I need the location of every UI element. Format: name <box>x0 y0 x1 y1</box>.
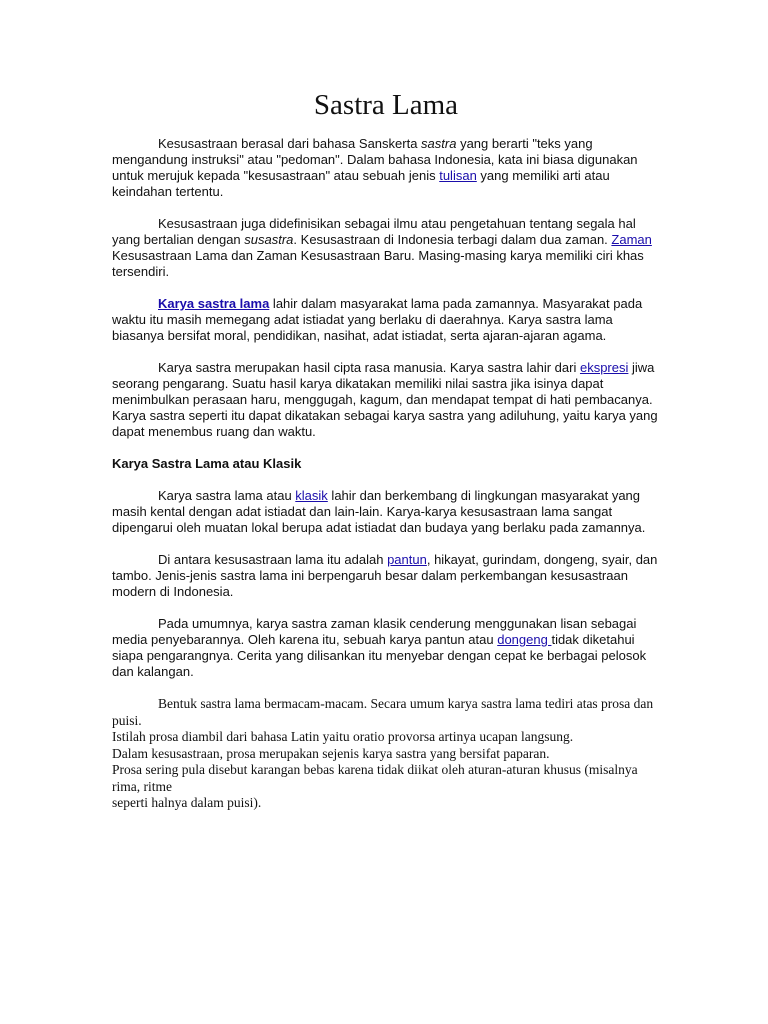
link-karya-sastra-lama[interactable]: Karya sastra lama <box>158 296 270 311</box>
paragraph-3: Karya sastra lama lahir dalam masyarakat lama pada zamannya. Masyarakat pada waktu itu masih memegang adat istiadat yang berlaku di daerahnya. Karya sastra lama biasanya bersifat moral, pendidikan, nasihat, adat istiadat, serta ajaran-ajaran agama. <box>112 296 643 343</box>
section-heading: Karya Sastra Lama atau Klasik <box>112 456 302 471</box>
paragraph-2: Kesusastraan juga didefinisikan sebagai ilmu atau pengetahuan tentang segala hal yang bertalian dengan susastra. Kesusastraan di Indonesia terbagi dalam dua zaman. Zaman Kesusastraan Lama dan Zaman Kesusastraan Baru. Masing-masing karya memiliki ciri khas tersendiri. <box>112 216 652 279</box>
paragraph-1: Kesusastraan berasal dari bahasa Sanskerta sastra yang berarti "teks yang mengandung instruksi" atau "pedoman". Dalam bahasa Indonesia, kata ini biasa digunakan untuk merujuk kepada "kesusastraan" atau sebuah jenis tulisan yang memiliki arti atau keindahan tertentu. <box>112 136 638 199</box>
link-zaman[interactable]: Zaman <box>611 232 652 247</box>
link-klasik[interactable]: klasik <box>295 488 328 503</box>
document-page <box>112 88 660 812</box>
serif-line-2: Istilah prosa diambil dari bahasa Latin yaitu oratio provorsa artinya ucapan langsung. <box>112 729 574 744</box>
paragraph-5: Karya sastra lama atau klasik lahir dan berkembang di lingkungan masyarakat yang masih kental dengan adat istiadat dan lain-lain. Karya-karya kesusastraan lama sangat dipengarui oleh muatan lokal berupa adat istiadat dan budaya yang berlaku pada zamannya. <box>112 488 646 535</box>
serif-line-1: Bentuk sastra lama bermacam-macam. Secara umum karya sastra lama tediri atas prosa dan puisi. <box>112 696 654 728</box>
link-dongeng[interactable]: dongeng <box>497 632 552 647</box>
serif-section <box>112 696 660 812</box>
serif-line-4: Prosa sering pula disebut karangan bebas karena tidak diikat oleh aturan-aturan khusus (misalnya rima, ritme <box>112 762 638 794</box>
emphasis-sastra: sastra <box>421 136 457 151</box>
paragraph-7: Pada umumnya, karya sastra zaman klasik cenderung menggunakan lisan sebagai media penyebarannya. Oleh karena itu, sebuah karya pantun atau dongeng tidak diketahui siapa pengarangnya. Cerita yang dilisankan itu menyebar dengan cepat ke berbagai pelosok dan kalangan. <box>112 616 647 679</box>
link-tulisan[interactable]: tulisan <box>439 168 477 183</box>
link-pantun[interactable]: pantun <box>387 552 427 567</box>
emphasis-susastra: susastra <box>244 232 294 247</box>
page-title: Sastra Lama <box>313 89 459 121</box>
serif-line-5: seperti halnya dalam puisi). <box>112 795 262 810</box>
paragraph-4: Karya sastra merupakan hasil cipta rasa manusia. Karya sastra lahir dari ekspresi jiwa seorang pengarang. Suatu hasil karya dikatakan memiliki nilai sastra jika isinya dapat menimbulkan perasaan haru, menggugah, kagum, dan mendapat tempat di hati pembacanya. Karya sastra seperti itu dapat dikatakan sebagai karya sastra yang adiluhung, yaitu karya yang dapat menembus ruang dan waktu. <box>112 360 658 439</box>
link-ekspresi[interactable]: ekspresi <box>579 360 629 375</box>
paragraph-6: Di antara kesusastraan lama itu adalah pantun, hikayat, gurindam, dongeng, syair, dan tambo. Jenis-jenis sastra lama ini berpengaruh besar dalam perkembangan kesusastraan modern di Indonesia. <box>112 552 658 599</box>
serif-line-3: Dalam kesusastraan, prosa merupakan sejenis karya sastra yang bersifat paparan. <box>112 745 550 761</box>
